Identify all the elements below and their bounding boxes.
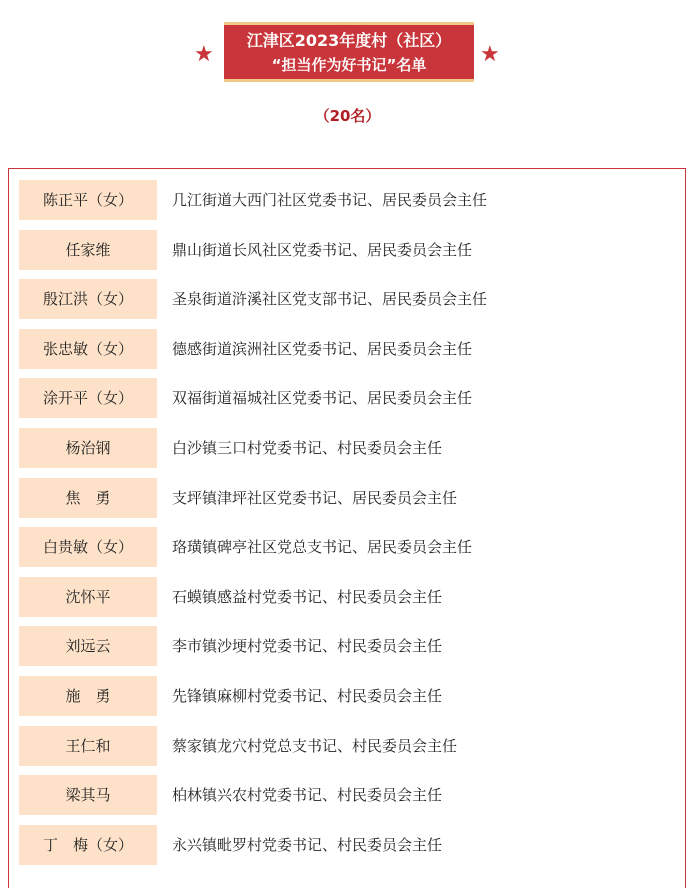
person-position: 圣泉街道浒溪社区党支部书记、居民委员会主任 <box>172 290 488 309</box>
star-icon: ★ <box>194 42 214 67</box>
person-name: 丁 梅（女） <box>19 825 157 865</box>
person-name: 陈正平（女） <box>19 180 157 220</box>
person-name: 白贵敏（女） <box>19 527 157 567</box>
person-position: 永兴镇毗罗村党委书记、村民委员会主任 <box>172 835 443 854</box>
person-position: 蔡家镇龙穴村党总支书记、村民委员会主任 <box>172 736 458 755</box>
person-position: 鼎山街道长风社区党委书记、居民委员会主任 <box>172 240 473 259</box>
person-position: 白沙镇三口村党委书记、村民委员会主任 <box>172 438 443 457</box>
person-name: 张忠敏（女） <box>19 329 157 369</box>
person-position: 珞璜镇碑亭社区党总支书记、居民委员会主任 <box>172 538 473 557</box>
person-name: 任家维 <box>19 230 157 270</box>
person-name: 涂开平（女） <box>19 378 157 418</box>
person-position: 李市镇沙埂村党委书记、村民委员会主任 <box>172 637 443 656</box>
person-position: 石蟆镇感益村党委书记、村民委员会主任 <box>172 587 443 606</box>
count-label: （20名） <box>314 107 381 125</box>
person-name: 焦 勇 <box>19 478 157 518</box>
person-position: 先锋镇麻柳村党委书记、村民委员会主任 <box>172 686 443 705</box>
person-position: 柏林镇兴农村党委书记、村民委员会主任 <box>172 786 443 805</box>
title-banner-area <box>0 0 695 100</box>
star-icon: ★ <box>480 42 500 67</box>
person-name: 杨治钢 <box>19 428 157 468</box>
person-position: 德感街道滨洲社区党委书记、居民委员会主任 <box>172 339 473 358</box>
person-name: 梁其马 <box>19 775 157 815</box>
person-name: 殷江洪（女） <box>19 279 157 319</box>
title-line-1: 江津区2023年度村（社区） <box>246 31 452 50</box>
person-position: 支坪镇津坪社区党委书记、居民委员会主任 <box>172 488 458 507</box>
person-name: 施 勇 <box>19 676 157 716</box>
person-position: 几江街道大西门社区党委书记、居民委员会主任 <box>172 191 488 209</box>
person-name: 王仁和 <box>19 726 157 766</box>
title-banner <box>224 22 474 82</box>
person-name: 刘远云 <box>19 626 157 666</box>
title-line-2: “担当作为好书记”名单 <box>271 56 427 74</box>
person-name: 沈怀平 <box>19 577 157 617</box>
person-position: 双福街道福城社区党委书记、居民委员会主任 <box>172 389 473 408</box>
